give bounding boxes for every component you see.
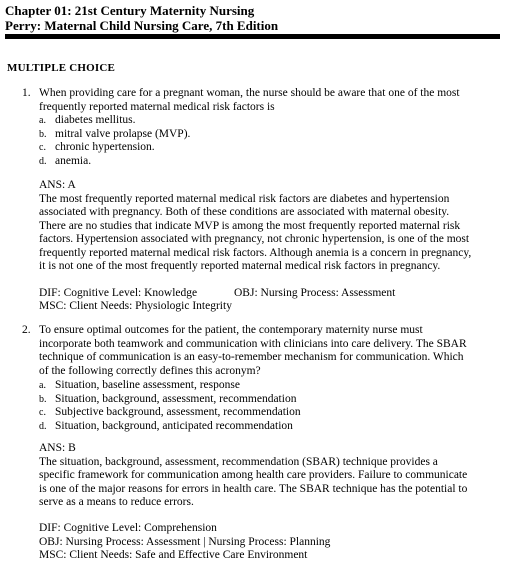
rationale-line: specific framework for communication among health care providers. Failure to communicate: [39, 469, 468, 481]
option-letter: a.: [39, 380, 46, 391]
chapter-title: Chapter 01: 21st Century Maternity Nursing: [5, 3, 255, 18]
rationale-line: There are no studies that indicate MVP is among the most frequently reported maternal risk: [39, 219, 461, 232]
option-text: chronic hypertension.: [55, 141, 155, 153]
rationale-line: serve as a means to reduce errors.: [39, 496, 194, 508]
objective: OBJ: Nursing Process: Assessment: [234, 287, 396, 299]
answer-option-d: [39, 420, 293, 434]
option-text: Situation, baseline assessment, response: [55, 379, 240, 391]
objective: OBJ: Nursing Process: Assessment | Nursing Process: Planning: [39, 535, 331, 548]
option-letter: d.: [39, 420, 47, 432]
option-letter: c.: [39, 142, 46, 153]
question-number: 1.: [22, 87, 31, 99]
option-text: Subjective background, assessment, recommendation: [55, 406, 301, 418]
stem-line: of the following correctly defines this acronym?: [39, 364, 261, 377]
answer-option-c: [39, 406, 301, 420]
option-text: Situation, background, anticipated recommendation: [55, 419, 293, 432]
rationale-line: frequently reported maternal medical risk factors. Although anemia is a concern in pregnancy,: [39, 246, 472, 259]
question-number: 2.: [22, 324, 31, 336]
stem-line: When providing care for a pregnant woman, the nurse should be aware that one of the most: [39, 87, 460, 99]
difficulty-level: DIF: Cognitive Level: Comprehension: [39, 522, 217, 534]
option-letter: b.: [39, 128, 47, 140]
answer-option-b: [39, 128, 190, 142]
question-stem: [39, 87, 460, 114]
difficulty-level: DIF: Cognitive Level: Knowledge: [39, 287, 198, 299]
rationale-line: associated with pregnancy. Both of these conditions are associated with maternal obesity.: [39, 206, 450, 218]
client-needs: MSC: Client Needs: Physiologic Integrity: [39, 300, 232, 312]
option-letter: a.: [39, 115, 46, 126]
stem-line: technique of communication is an easy-to-remember mechanism for communication. Which: [39, 351, 464, 363]
answer-option-a: [39, 114, 135, 128]
rationale: [39, 193, 471, 274]
rationale: [39, 456, 467, 510]
option-letter: c.: [39, 407, 46, 418]
stem-line: incorporate both teamwork and communication with clinicians into care delivery. The SBAR: [39, 337, 467, 350]
rationale-line: it is not one of the most frequently reported maternal medical risk factors in pregnancy.: [39, 260, 441, 272]
stem-line: To ensure optimal outcomes for the patient, the contemporary maternity nurse must: [39, 324, 423, 336]
rationale-line: is one of the major reasons for errors in health care. The SBAR technique has the potential to: [39, 482, 468, 495]
option-text: diabetes mellitus.: [55, 114, 136, 126]
rationale-line: The situation, background, assessment, recommendation (SBAR) technique provides a: [39, 455, 438, 468]
rationale-line: The most frequently reported maternal medical risk factors are diabetes and hypertension: [39, 192, 450, 205]
option-letter: d.: [39, 155, 47, 167]
answer-option-a: [39, 379, 240, 393]
header-rule: [5, 34, 500, 39]
answer-key: ANS: B: [39, 442, 76, 454]
section-title: MULTIPLE CHOICE: [7, 62, 116, 74]
stem-line: frequently reported maternal medical risk factors is: [39, 100, 275, 113]
option-text: anemia.: [55, 154, 92, 167]
book-title: Perry: Maternal Child Nursing Care, 7th Edition: [5, 18, 279, 33]
rationale-line: factors. Hypertension associated with pregnancy, not chronic hypertension, is one of the most: [39, 233, 470, 245]
answer-option-d: [39, 155, 91, 169]
answer-key: ANS: A: [39, 179, 76, 191]
answer-option-b: [39, 393, 296, 407]
answer-option-c: [39, 141, 155, 155]
option-letter: b.: [39, 393, 47, 405]
client-needs: MSC: Client Needs: Safe and Effective Care Environment: [39, 549, 308, 561]
question-stem: [39, 324, 467, 378]
option-text: Situation, background, assessment, recommendation: [55, 392, 297, 405]
option-text: mitral valve prolapse (MVP).: [55, 127, 191, 140]
